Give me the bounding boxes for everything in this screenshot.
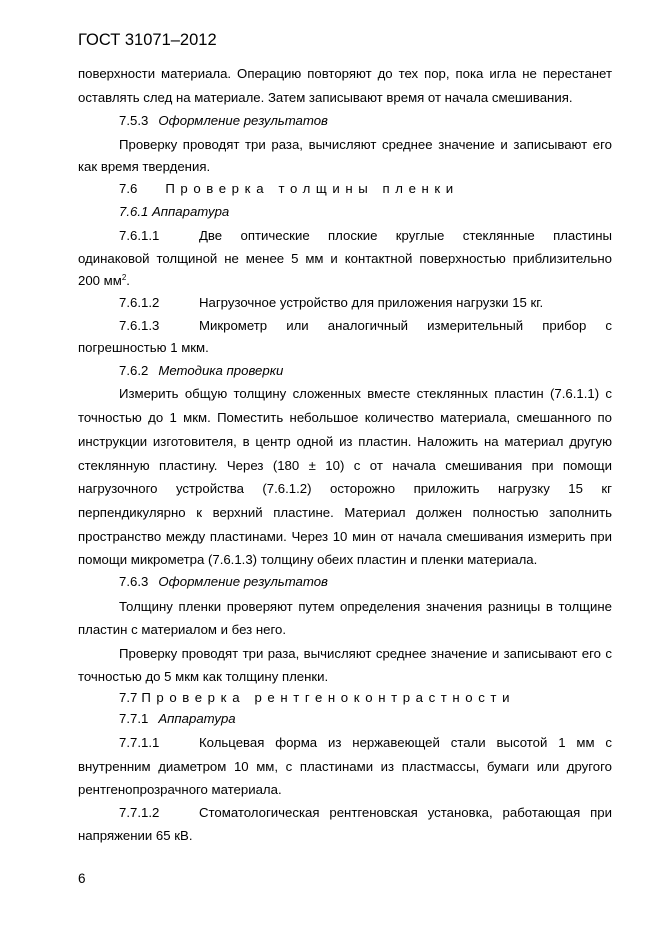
clause-text: Две оптические плоские круглые стеклянные пластины <box>199 228 612 243</box>
area-value: 200 мм <box>78 273 122 288</box>
text-line: погрешностью 1 мкм. <box>78 340 209 355</box>
clause-7-6-1-3 <box>119 318 612 333</box>
section-heading-7-6 <box>119 181 612 196</box>
section-heading-7-5-3 <box>119 113 612 128</box>
text-line: точностью до 5 мкм как толщину пленки. <box>78 669 329 684</box>
text-line: инструкции изготовителя, в центр одной из пластин. Наложить на материал другую <box>78 434 612 449</box>
clause-text: Кольцевая форма из нержавеющей стали высотой 1 мм с <box>199 735 612 750</box>
text-line: стеклянную пластину. Через (180 ± 10) с от начала смешивания при помощи <box>78 458 612 473</box>
clause-number: 7.7.1.2 <box>119 805 160 820</box>
clause-number: 7.6.1.2 <box>119 295 160 310</box>
section-title: Проверка толщины пленки <box>165 181 459 196</box>
text-line: помощи микрометра (7.6.1.3) толщину обеих пластин и пленки материала. <box>78 552 538 567</box>
section-number: 7.6.3 <box>119 574 149 589</box>
text-line: оставлять след на материале. Затем записывают время от начала смешивания. <box>78 90 573 105</box>
section-number: 7.6 <box>119 181 138 196</box>
clause-7-7-1-1 <box>119 735 612 750</box>
section-title: Проверка рентгеноконтрастности <box>141 690 516 705</box>
section-title: Оформление результатов <box>158 113 328 128</box>
clause-number: 7.6.1.3 <box>119 318 160 333</box>
section-number: 7.7.1 <box>119 711 149 726</box>
text-line: Проверку проводят три раза, вычисляют среднее значение и записывают его <box>119 137 612 152</box>
page-number: 6 <box>78 871 86 886</box>
text-line: пространство между пластинами. Через 10 мин от начала смешивания измерить при <box>78 529 612 544</box>
section-number: 7.6.2 <box>119 363 149 378</box>
clause-number: 7.7.1.1 <box>119 735 160 750</box>
text-line: Измерить общую толщину сложенных вместе стеклянных пластин (7.6.1.1) с <box>119 386 612 401</box>
text-line: перпендикулярно к верхний пластине. Материал должен полностью заполнить <box>78 505 612 520</box>
section-heading-7-7-1 <box>119 711 612 726</box>
clause-text: Стоматологическая рентгеновская установка, работающая при <box>199 805 612 820</box>
section-title: Методика проверки <box>158 363 284 378</box>
text-line: поверхности материала. Операцию повторяют до тех пор, пока игла не перестанет <box>78 66 612 81</box>
text-line: напряжении 65 кВ. <box>78 828 193 843</box>
text-line: Толщину пленки проверяют путем определения значения разницы в толщине <box>119 599 612 614</box>
clause-7-6-1-1 <box>119 228 612 243</box>
clause-text: Нагрузочное устройство для приложения нагрузки 15 кг. <box>199 295 544 310</box>
section-number: 7.7 <box>119 690 138 705</box>
clause-number: 7.6.1.1 <box>119 228 160 243</box>
section-title: Аппаратура <box>158 711 236 726</box>
section-heading-7-7 <box>119 690 612 705</box>
clause-7-6-1-2 <box>119 295 612 310</box>
period: . <box>126 273 130 288</box>
text-line: одинаковой толщиной не менее 5 мм и контактной поверхностью приблизительно <box>78 251 612 266</box>
section-number: 7.5.3 <box>119 113 149 128</box>
superscript: 2 <box>121 273 127 282</box>
clause-7-7-1-2 <box>119 805 612 820</box>
subsection-heading-7-6-1: 7.6.1 Аппаратура <box>119 204 230 219</box>
text-line: нагрузочного устройства (7.6.1.2) осторожно приложить нагрузку 15 кг <box>78 481 612 496</box>
section-title: Оформление результатов <box>158 574 328 589</box>
text-line: внутренним диаметром 10 мм, с пластинами из пластмассы, бумаги или другого <box>78 759 612 774</box>
text-line: рентгенопрозрачного материала. <box>78 782 282 797</box>
text-line: пластин с материалом и без него. <box>78 622 286 637</box>
clause-text: Микрометр или аналогичный измерительный прибор с <box>199 318 612 333</box>
text-line: как время твердения. <box>78 159 211 174</box>
text-line: Проверку проводят три раза, вычисляют среднее значение и записывают его с <box>119 646 612 661</box>
text-line <box>78 273 612 288</box>
section-heading-7-6-3 <box>119 574 612 589</box>
text-line: точностью до 1 мкм. Поместить небольшое количество материала, смешанного по <box>78 410 612 425</box>
section-heading-7-6-2 <box>119 363 612 378</box>
document-header: ГОСТ 31071–2012 <box>78 31 217 49</box>
